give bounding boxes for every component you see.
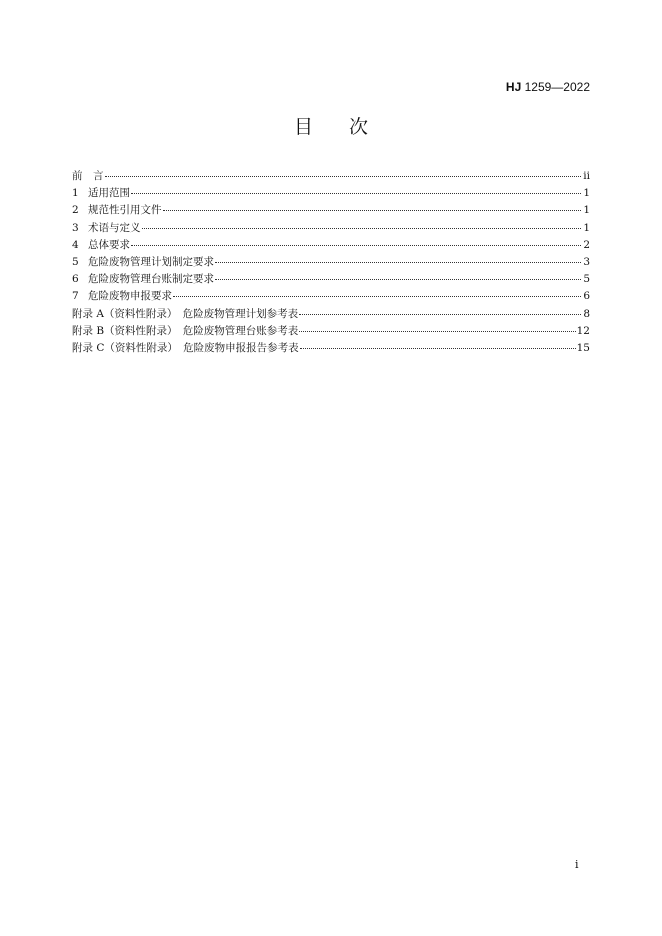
toc-leader — [131, 193, 581, 194]
toc-entry-number: 2 — [72, 204, 79, 217]
toc-entry-foreword[interactable] — [72, 168, 590, 185]
page-number: i — [575, 858, 579, 871]
toc-leader — [173, 296, 581, 297]
toc-entry-page: ii — [583, 170, 590, 182]
toc-leader — [299, 314, 581, 315]
toc-entry-page: 6 — [583, 290, 590, 303]
page-title: 目次 — [293, 116, 404, 138]
toc-entry-label: 附录 A（资料性附录） 危险废物管理计划参考表 — [72, 307, 299, 320]
toc-entry-label: 术语与定义 — [88, 221, 141, 234]
table-of-contents — [72, 168, 590, 357]
toc-entry-1[interactable] — [72, 185, 590, 202]
toc-entry-page: 1 — [583, 221, 590, 234]
toc-entry-5[interactable] — [72, 254, 590, 271]
toc-entry-number: 1 — [72, 187, 79, 200]
toc-entry-page: 1 — [583, 187, 590, 200]
toc-entry-appendix-a[interactable] — [72, 306, 590, 323]
toc-entry-label: 危险废物管理计划制定要求 — [88, 255, 214, 268]
toc-entry-number: 3 — [72, 221, 79, 234]
toc-entry-3[interactable] — [72, 220, 590, 237]
toc-entry-label: 附录 C（资料性附录） 危险废物申报报告参考表 — [72, 341, 299, 354]
toc-leader — [299, 331, 575, 332]
toc-entry-label: 总体要求 — [88, 238, 130, 251]
toc-entry-appendix-b[interactable] — [72, 323, 590, 340]
document-code — [506, 80, 590, 94]
toc-entry-page: 12 — [576, 324, 590, 337]
toc-entry-page: 8 — [583, 307, 590, 320]
toc-entry-number: 4 — [72, 238, 79, 251]
toc-leader — [300, 348, 576, 349]
toc-entry-page: 1 — [583, 204, 590, 217]
toc-leader — [215, 262, 581, 263]
toc-leader — [215, 279, 581, 280]
toc-entry-label: 危险废物申报要求 — [88, 290, 172, 303]
toc-entry-page: 5 — [583, 273, 590, 286]
toc-leader — [142, 228, 582, 229]
toc-entry-label: 规范性引用文件 — [88, 204, 162, 217]
toc-entry-4[interactable] — [72, 237, 590, 254]
toc-leader — [131, 245, 581, 246]
toc-entry-label: 前 言 — [72, 170, 104, 182]
toc-entry-label: 附录 B（资料性附录） 危险废物管理台账参考表 — [72, 324, 299, 337]
document-code-prefix: HJ — [505, 80, 522, 94]
toc-entry-page: 15 — [576, 341, 590, 354]
toc-entry-number: 6 — [72, 273, 79, 286]
toc-leader — [105, 176, 582, 177]
toc-entry-2[interactable] — [72, 202, 590, 219]
toc-entry-page: 3 — [583, 255, 590, 268]
toc-entry-7[interactable] — [72, 288, 590, 305]
toc-entry-number: 5 — [72, 255, 79, 268]
toc-entry-page: 2 — [583, 238, 590, 251]
document-code-number: 1259—2022 — [521, 80, 590, 94]
toc-leader — [163, 210, 582, 211]
toc-entry-label: 适用范围 — [88, 187, 130, 200]
toc-entry-number: 7 — [72, 290, 79, 303]
toc-entry-appendix-c[interactable] — [72, 340, 590, 357]
toc-entry-label: 危险废物管理台账制定要求 — [88, 273, 214, 286]
toc-entry-6[interactable] — [72, 271, 590, 288]
